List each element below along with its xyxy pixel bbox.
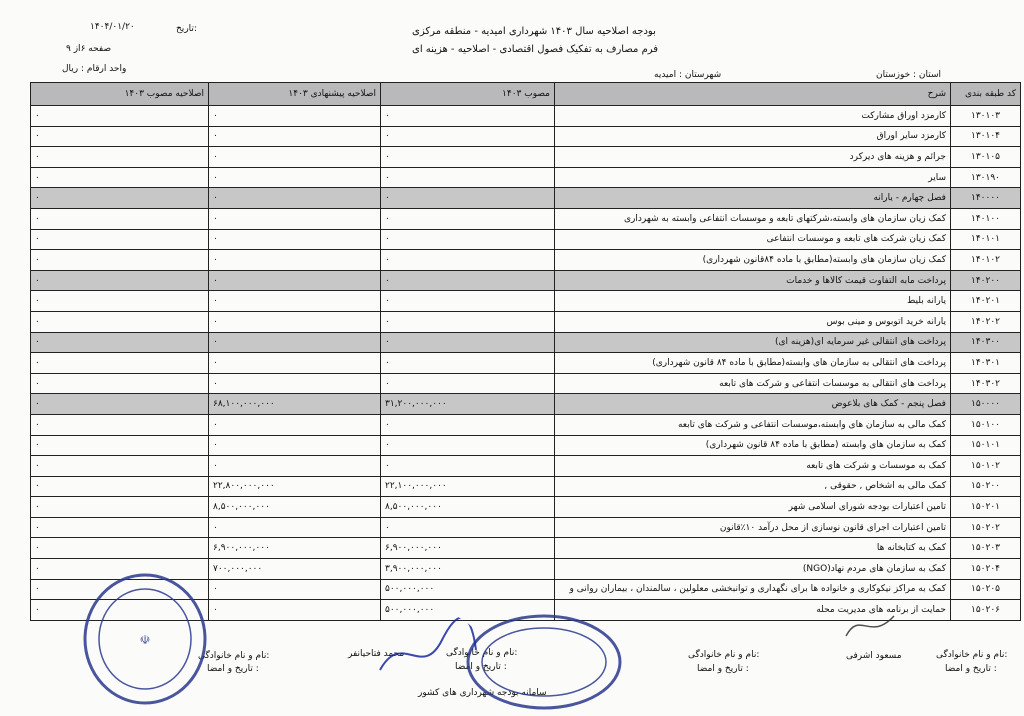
row-proposed: ۰ xyxy=(209,456,381,477)
row-proposed: ۶,۹۰۰,۰۰۰,۰۰۰ xyxy=(209,538,381,559)
date-label: تاریخ: xyxy=(176,24,197,34)
row-description: کمک به مراکز نیکوکاری و خانواده ها برای نگهداری و توانبخشی معلولین ، سالمندان ، بیماران روانی و xyxy=(555,579,951,600)
row-approved: ۰ xyxy=(381,126,555,147)
row-code: ۱۴۰۲۰۰ xyxy=(951,270,1021,291)
row-amended: ۰ xyxy=(31,311,209,332)
row-proposed: ۰ xyxy=(209,270,381,291)
row-proposed: ۰ xyxy=(209,106,381,127)
row-amended: ۰ xyxy=(31,579,209,600)
row-proposed: ۰ xyxy=(209,435,381,456)
table-row xyxy=(31,250,1021,271)
row-proposed: ۰ xyxy=(209,167,381,188)
row-proposed: ۰ xyxy=(209,291,381,312)
row-description: کارمزد سایر اوراق xyxy=(555,126,951,147)
row-approved: ۳۱,۲۰۰,۰۰۰,۰۰۰ xyxy=(381,394,555,415)
row-amended: ۰ xyxy=(31,435,209,456)
row-code: ۱۵۰۲۰۲ xyxy=(951,517,1021,538)
row-amended: ۰ xyxy=(31,208,209,229)
row-proposed: ۰ xyxy=(209,517,381,538)
table-row xyxy=(31,456,1021,477)
row-description: کمک مالی به سازمان های وابسته،موسسات انتفاعی و شرکت های تابعه xyxy=(555,414,951,435)
row-code: ۱۴۰۱۰۱ xyxy=(951,229,1021,250)
row-amended: ۰ xyxy=(31,126,209,147)
row-amended: ۰ xyxy=(31,106,209,127)
table-header-row xyxy=(31,83,1021,106)
row-approved: ۳,۹۰۰,۰۰۰,۰۰۰ xyxy=(381,559,555,580)
header-description: شرح xyxy=(555,83,951,106)
row-code: ۱۴۰۰۰۰ xyxy=(951,188,1021,209)
row-description: کمک به کتابخانه ها xyxy=(555,538,951,559)
row-proposed: ۰ xyxy=(209,332,381,353)
row-approved: ۰ xyxy=(381,517,555,538)
signer3-sign-label: تاریخ و امضا : xyxy=(455,662,507,672)
row-proposed: ۰ xyxy=(209,188,381,209)
row-amended: ۰ xyxy=(31,229,209,250)
row-proposed: ۰ xyxy=(209,373,381,394)
signature-mark xyxy=(840,606,900,646)
row-code: ۱۵۰۲۰۴ xyxy=(951,559,1021,580)
row-description: کمک به سازمان های وابسته (مطابق با ماده ۸۴ قانون شهرداری) xyxy=(555,435,951,456)
row-description: جرائم و هزینه های دیرکرد xyxy=(555,147,951,168)
signer1-name-label: نام و نام خانوادگی: xyxy=(936,650,1008,660)
row-approved: ۰ xyxy=(381,270,555,291)
row-approved: ۰ xyxy=(381,353,555,374)
row-description: پرداخت های انتقالی به سازمان های وابسته(مطابق با ماده ۸۴ قانون شهرداری) xyxy=(555,353,951,374)
row-proposed: ۰ xyxy=(209,600,381,621)
row-approved: ۰ xyxy=(381,167,555,188)
row-proposed: ۶۸,۱۰۰,۰۰۰,۰۰۰ xyxy=(209,394,381,415)
row-proposed: ۰ xyxy=(209,208,381,229)
row-code: ۱۵۰۱۰۲ xyxy=(951,456,1021,477)
row-description: پرداخت های انتقالی غیر سرمایه ای(هزینه ای) xyxy=(555,332,951,353)
page-number: صفحه ۶از ۹ xyxy=(66,44,112,54)
row-code: ۱۴۰۱۰۲ xyxy=(951,250,1021,271)
province-label: استان : خوزستان xyxy=(876,70,942,80)
row-description: یارانه خرید اتوبوس و مینی بوس xyxy=(555,311,951,332)
row-description: کمک زیان سازمان های وابسته،شرکتهای تابعه و موسسات انتفاعی وابسته به شهرداری xyxy=(555,208,951,229)
row-proposed: ۰ xyxy=(209,353,381,374)
row-proposed: ۰ xyxy=(209,414,381,435)
row-code: ۱۵۰۲۰۳ xyxy=(951,538,1021,559)
row-code: ۱۳۰۱۰۳ xyxy=(951,106,1021,127)
table-row xyxy=(31,353,1021,374)
row-amended: ۰ xyxy=(31,147,209,168)
row-description: یارانه بلیط xyxy=(555,291,951,312)
row-amended: ۰ xyxy=(31,373,209,394)
row-proposed: ۰ xyxy=(209,579,381,600)
row-code: ۱۳۰۱۰۵ xyxy=(951,147,1021,168)
signer1-name: مسعود اشرفی xyxy=(846,651,902,661)
row-amended: ۰ xyxy=(31,332,209,353)
table-row xyxy=(31,538,1021,559)
svg-text:☫: ☫ xyxy=(139,633,151,647)
table-row xyxy=(31,435,1021,456)
row-approved: ۰ xyxy=(381,106,555,127)
row-description: کمک به موسسات و شرکت های تابعه xyxy=(555,456,951,477)
row-code: ۱۵۰۰۰۰ xyxy=(951,394,1021,415)
row-description: تامین اعتبارات بودجه شورای اسلامی شهر xyxy=(555,497,951,518)
row-description: پرداخت های انتقالی به موسسات انتفاعی و شرکت های تابعه xyxy=(555,373,951,394)
table-row xyxy=(31,559,1021,580)
row-amended: ۰ xyxy=(31,250,209,271)
row-approved: ۶,۹۰۰,۰۰۰,۰۰۰ xyxy=(381,538,555,559)
row-amended: ۰ xyxy=(31,353,209,374)
row-description: کمک زیان سازمان های وابسته(مطابق با ماده ۸۴قانون شهرداری) xyxy=(555,250,951,271)
governorate-stamp xyxy=(464,612,624,712)
row-code: ۱۵۰۱۰۱ xyxy=(951,435,1021,456)
row-code: ۱۴۰۳۰۱ xyxy=(951,353,1021,374)
row-code: ۱۴۰۳۰۲ xyxy=(951,373,1021,394)
table-row xyxy=(31,208,1021,229)
table-row xyxy=(31,373,1021,394)
row-code: ۱۵۰۲۰۱ xyxy=(951,497,1021,518)
row-description: کارمزد اوراق مشارکت xyxy=(555,106,951,127)
row-proposed: ۰ xyxy=(209,311,381,332)
row-approved: ۰ xyxy=(381,456,555,477)
row-code: ۱۳۰۱۹۰ xyxy=(951,167,1021,188)
row-proposed: ۰ xyxy=(209,126,381,147)
row-code: ۱۵۰۲۰۶ xyxy=(951,600,1021,621)
row-amended: ۰ xyxy=(31,517,209,538)
row-description: کمک مالی به اشخاص , حقوقی , xyxy=(555,476,951,497)
document-subtitle: فرم مصارف به تفکیک فصول اقتصادی - اصلاحیه - هزینه ای xyxy=(412,44,659,55)
row-description: حمایت از برنامه های مدیریت محله xyxy=(555,600,951,621)
row-proposed: ۲۲,۸۰۰,۰۰۰,۰۰۰ xyxy=(209,476,381,497)
signer3-name-label: نام و نام خانوادگی: xyxy=(446,648,518,658)
row-code: ۱۵۰۱۰۰ xyxy=(951,414,1021,435)
row-approved: ۰ xyxy=(381,250,555,271)
row-description: فصل چهارم - یارانه xyxy=(555,188,951,209)
table-row xyxy=(31,229,1021,250)
table-row xyxy=(31,167,1021,188)
row-amended: ۰ xyxy=(31,456,209,477)
row-code: ۱۵۰۲۰۵ xyxy=(951,579,1021,600)
row-approved: ۰ xyxy=(381,208,555,229)
table-row xyxy=(31,332,1021,353)
row-amended: ۰ xyxy=(31,188,209,209)
table-row xyxy=(31,270,1021,291)
row-approved: ۰ xyxy=(381,291,555,312)
table-row xyxy=(31,414,1021,435)
row-proposed: ۸,۵۰۰,۰۰۰,۰۰۰ xyxy=(209,497,381,518)
document-title: بودجه اصلاحیه سال ۱۴۰۳ شهرداری امیدیه - منطقه مرکزی xyxy=(412,26,656,37)
row-description: کمک زیان شرکت های تابعه و موسسات انتفاعی xyxy=(555,229,951,250)
row-code: ۱۴۰۲۰۱ xyxy=(951,291,1021,312)
signer4-sign-label: تاریخ و امضا : xyxy=(207,664,259,674)
row-approved: ۲۲,۱۰۰,۰۰۰,۰۰۰ xyxy=(381,476,555,497)
signer1-sign-label: تاریخ و امضا : xyxy=(945,664,997,674)
table-row xyxy=(31,394,1021,415)
row-code: ۱۵۰۲۰۰ xyxy=(951,476,1021,497)
footer-system-name: سامانه بودجه شهرداری های کشور xyxy=(418,688,547,698)
header-code: کد طبقه بندی xyxy=(951,83,1021,106)
table-row xyxy=(31,311,1021,332)
row-approved: ۰ xyxy=(381,147,555,168)
signer3-name: محمد فتاحیانفر xyxy=(348,649,405,659)
row-proposed: ۷۰۰,۰۰۰,۰۰۰ xyxy=(209,559,381,580)
row-approved: ۰ xyxy=(381,435,555,456)
row-approved: ۰ xyxy=(381,332,555,353)
row-description: سایر xyxy=(555,167,951,188)
row-description: کمک به سازمان های مردم نهاد(NGO) xyxy=(555,559,951,580)
row-amended: ۰ xyxy=(31,559,209,580)
row-amended: ۰ xyxy=(31,167,209,188)
table-row xyxy=(31,476,1021,497)
row-amended: ۰ xyxy=(31,497,209,518)
table-row xyxy=(31,188,1021,209)
row-code: ۱۴۰۳۰۰ xyxy=(951,332,1021,353)
signer2-name-label: نام و نام خانوادگی: xyxy=(688,650,760,660)
row-approved: ۰ xyxy=(381,188,555,209)
city-label: شهرستان : امیدیه xyxy=(654,70,722,80)
council-stamp xyxy=(80,570,210,708)
table-row xyxy=(31,147,1021,168)
row-code: ۱۳۰۱۰۴ xyxy=(951,126,1021,147)
row-amended: ۰ xyxy=(31,538,209,559)
row-approved: ۰ xyxy=(381,229,555,250)
header-approved: مصوب ۱۴۰۳ xyxy=(381,83,555,106)
signer4-name-label: نام و نام خانوادگی: xyxy=(198,651,270,661)
table-row xyxy=(31,106,1021,127)
row-code: ۱۴۰۱۰۰ xyxy=(951,208,1021,229)
table-row xyxy=(31,497,1021,518)
row-amended: ۰ xyxy=(31,476,209,497)
row-description: پرداخت مابه التفاوت قیمت کالاها و خدمات xyxy=(555,270,951,291)
row-approved: ۰ xyxy=(381,311,555,332)
row-approved: ۵۰۰,۰۰۰,۰۰۰ xyxy=(381,600,555,621)
row-approved: ۰ xyxy=(381,414,555,435)
header-approved-amendment: اصلاحیه مصوب ۱۴۰۳ xyxy=(31,83,209,106)
table-row xyxy=(31,126,1021,147)
row-amended: ۰ xyxy=(31,394,209,415)
row-amended: ۰ xyxy=(31,414,209,435)
row-approved: ۰ xyxy=(381,373,555,394)
row-code: ۱۴۰۲۰۲ xyxy=(951,311,1021,332)
table-body xyxy=(31,106,1021,621)
row-proposed: ۰ xyxy=(209,250,381,271)
row-approved: ۸,۵۰۰,۰۰۰,۰۰۰ xyxy=(381,497,555,518)
header-proposed-amendment: اصلاحیه پیشنهادی ۱۴۰۳ xyxy=(209,83,381,106)
row-amended: ۰ xyxy=(31,291,209,312)
row-description: فصل پنجم - کمک های بلاعوض xyxy=(555,394,951,415)
row-approved: ۵۰۰,۰۰۰,۰۰۰ xyxy=(381,579,555,600)
row-description: تامین اعتبارات اجرای قانون نوسازی از محل درآمد ۱۰٪قانون xyxy=(555,517,951,538)
row-amended: ۰ xyxy=(31,270,209,291)
table-row xyxy=(31,517,1021,538)
handwritten-signature xyxy=(372,610,482,690)
signer2-sign-label: تاریخ و امضا : xyxy=(697,664,749,674)
table-row xyxy=(31,291,1021,312)
date-value: ۱۴۰۴/۰۱/۲۰ xyxy=(90,22,135,32)
budget-table xyxy=(30,82,1021,621)
row-proposed: ۰ xyxy=(209,229,381,250)
row-amended: ۰ xyxy=(31,600,209,621)
row-proposed: ۰ xyxy=(209,147,381,168)
unit-label: واحد ارقام : ریال xyxy=(62,64,127,74)
